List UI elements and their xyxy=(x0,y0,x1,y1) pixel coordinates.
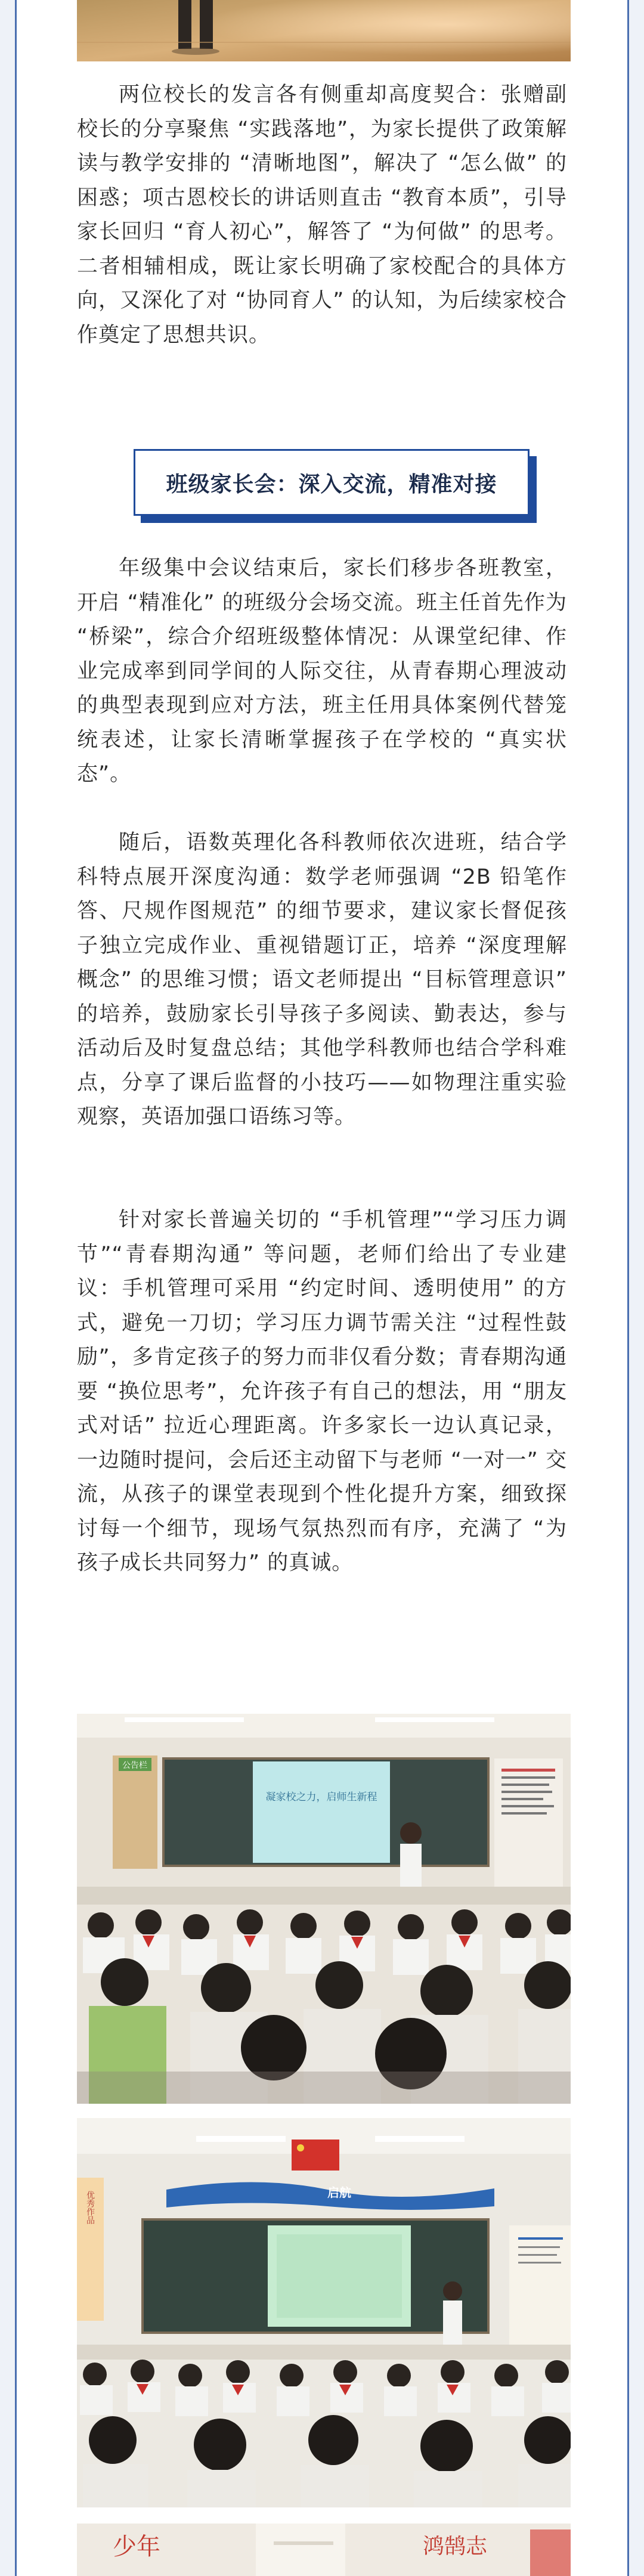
section-heading xyxy=(134,449,530,516)
classroom-photo-1 xyxy=(77,1714,571,2104)
paragraph-principal-speeches: 两位校长的发言各有侧重却高度契合：张赠副校长的分享聚焦 “实践落地”，为家长提供了政策解读与教学安排的 “清晰地图”，解决了 “怎么做” 的困惑；项古恩校长的讲话则直击 “教育本质”，引导家长回归 “育人初心”，解答了 “为何做” 的思考。二者相辅相成，既让家长明确了家校配合的具体方向，又深化了对 “协同育人” 的认知，为后续家校合作奠定了思想共识。 xyxy=(77,83,567,347)
classroom-photo-2 xyxy=(77,2118,571,2507)
side-poster-text: 优秀作品 xyxy=(85,2191,95,2224)
paragraph-subject-teachers: 随后，语数英理化各科教师依次进班，结合学科特点展开深度沟通：数学老师强调 “2B 铅笔作答、尺规作图规范” 的细节要求，建议家长督促孩子独立完成作业、重视错题订正，培养 “深度理解概念” 的思维习惯；语文老师提出 “目标管理意识” 的培养，鼓励家长引导孩子多阅读、勤表达，参与活动后及时复盘总结；其他学科教师也结合学科难点，分享了课后监督的小技巧——如物理注重实验观察，英语加强口语练习等。 xyxy=(77,831,567,1129)
paragraph-parent-concerns: 针对家长普遍关切的 “手机管理”“学习压力调节”“青春期沟通” 等问题，老师们给出了专业建议：手机管理可采用 “约定时间、透明使用” 的方式，避免一刀切；学习压力调节需关注 “过程性鼓励”，多肯定孩子的努力而非仅看分数；青春期沟通要 “换位思考”，允许孩子有自己的想法，用 “朋友式对话” 拉近心理距离。许多家长一边认真记录，一边随时提问，会后还主动留下与老师 “一对一” 交流，从孩子的课堂表现到个性化提升方案，细致探讨每一个细节，现场气氛热烈而有序，充满了 “为孩子成长共同努力” 的真诚。 xyxy=(77,1208,567,1575)
wall-calligraphy-right: 鸿鹄志 xyxy=(423,2534,488,2559)
section-heading-text: 班级家长会：深入交流，精准对接 xyxy=(166,472,497,497)
classroom-photo-3 xyxy=(77,2524,571,2576)
section-heading-box xyxy=(134,449,537,523)
projector-screen-title: 凝家校之力，启师生新程 xyxy=(265,1791,377,1803)
paragraph-class-meeting: 年级集中会议结束后，家长们移步各班教室，开启 “精准化” 的班级分会场交流。班主任首先作为 “桥梁”，综合介绍班级整体情况：从课堂纪律、作业完成率到同学间的人际交往，从青春期心理波动的典型表现到应对方法，班主任用具体案例代替笼统表述，让家长清晰掌握孩子在学校的 “真实状态”。 xyxy=(77,556,567,786)
wall-calligraphy-left: 少年 xyxy=(113,2533,160,2560)
stage-photo xyxy=(77,0,571,61)
bulletin-board-label: 公告栏 xyxy=(122,1761,147,1770)
banner-text: 启航 xyxy=(327,2185,351,2200)
article-page xyxy=(15,0,629,2576)
